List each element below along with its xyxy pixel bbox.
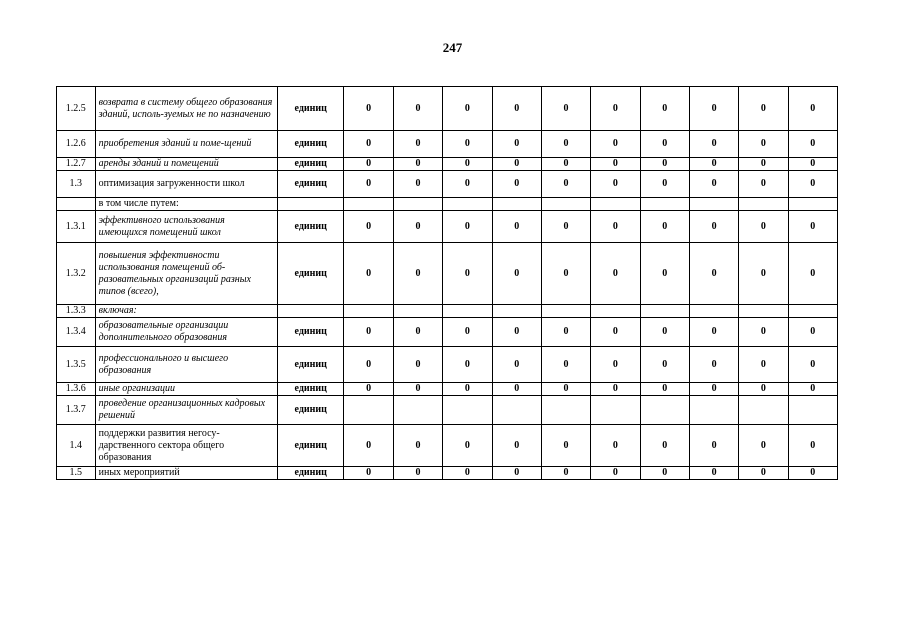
value-cell: 0	[443, 425, 492, 467]
value-cell: 0	[640, 243, 689, 305]
value-cell: 0	[739, 243, 788, 305]
table-row	[57, 198, 838, 211]
row-description: оптимизация загруженности школ	[95, 171, 277, 198]
value-cell: 0	[393, 467, 442, 480]
row-unit	[277, 305, 344, 318]
row-description: в том числе путем:	[95, 198, 277, 211]
row-code: 1.2.5	[57, 87, 96, 131]
value-cell: 0	[541, 383, 590, 396]
row-code: 1.3.3	[57, 305, 96, 318]
value-cell: 0	[492, 383, 541, 396]
value-cell: 0	[591, 318, 640, 347]
value-cell: 0	[689, 425, 738, 467]
row-unit: единиц	[277, 243, 344, 305]
value-cell: 0	[689, 87, 738, 131]
row-description: возврата в систему общего образования зданий, исполь-зуемых не по назначению	[95, 87, 277, 131]
value-cell	[739, 396, 788, 425]
value-cell: 0	[788, 171, 837, 198]
row-unit: единиц	[277, 158, 344, 171]
value-cell: 0	[591, 211, 640, 243]
row-description: профессионального и высшего образования	[95, 347, 277, 383]
value-cell: 0	[788, 347, 837, 383]
value-cell	[640, 396, 689, 425]
value-cell	[640, 198, 689, 211]
value-cell: 0	[344, 171, 393, 198]
value-cell: 0	[492, 87, 541, 131]
value-cell: 0	[591, 467, 640, 480]
value-cell: 0	[788, 467, 837, 480]
table-row	[57, 467, 838, 480]
value-cell: 0	[739, 383, 788, 396]
value-cell: 0	[591, 383, 640, 396]
row-description: образовательные организации дополнительного образования	[95, 318, 277, 347]
value-cell: 0	[591, 243, 640, 305]
row-description: поддержки развития негосу-дарственного сектора общего образования	[95, 425, 277, 467]
value-cell: 0	[443, 383, 492, 396]
row-code: 1.3.1	[57, 211, 96, 243]
value-cell: 0	[739, 131, 788, 158]
value-cell: 0	[393, 87, 442, 131]
value-cell: 0	[443, 318, 492, 347]
row-description: проведение организационных кадровых решений	[95, 396, 277, 425]
value-cell: 0	[393, 171, 442, 198]
value-cell: 0	[492, 243, 541, 305]
value-cell: 0	[443, 158, 492, 171]
value-cell: 0	[492, 158, 541, 171]
table-body	[57, 87, 838, 480]
value-cell: 0	[640, 347, 689, 383]
table-row	[57, 211, 838, 243]
value-cell: 0	[492, 347, 541, 383]
value-cell	[492, 305, 541, 318]
value-cell: 0	[541, 467, 590, 480]
value-cell: 0	[788, 158, 837, 171]
value-cell: 0	[640, 131, 689, 158]
value-cell	[591, 396, 640, 425]
value-cell: 0	[640, 211, 689, 243]
value-cell: 0	[591, 87, 640, 131]
value-cell: 0	[739, 347, 788, 383]
value-cell	[689, 396, 738, 425]
row-code: 1.2.7	[57, 158, 96, 171]
row-code: 1.3.2	[57, 243, 96, 305]
value-cell: 0	[393, 383, 442, 396]
table-row	[57, 87, 838, 131]
value-cell: 0	[591, 347, 640, 383]
value-cell	[591, 305, 640, 318]
value-cell: 0	[640, 87, 689, 131]
table-row	[57, 396, 838, 425]
value-cell	[788, 305, 837, 318]
row-code: 1.3	[57, 171, 96, 198]
value-cell: 0	[739, 87, 788, 131]
value-cell: 0	[344, 318, 393, 347]
row-unit: единиц	[277, 211, 344, 243]
value-cell	[492, 198, 541, 211]
value-cell: 0	[739, 158, 788, 171]
value-cell: 0	[640, 318, 689, 347]
table-row	[57, 158, 838, 171]
row-unit: единиц	[277, 171, 344, 198]
page-number: 247	[442, 40, 463, 55]
value-cell: 0	[788, 318, 837, 347]
data-table	[56, 86, 838, 480]
row-unit	[277, 198, 344, 211]
row-code: 1.3.7	[57, 396, 96, 425]
value-cell: 0	[689, 211, 738, 243]
value-cell: 0	[443, 131, 492, 158]
value-cell	[788, 396, 837, 425]
value-cell	[344, 305, 393, 318]
value-cell: 0	[492, 318, 541, 347]
value-cell: 0	[492, 131, 541, 158]
value-cell	[443, 305, 492, 318]
value-cell: 0	[788, 383, 837, 396]
value-cell: 0	[640, 425, 689, 467]
row-code: 1.5	[57, 467, 96, 480]
value-cell	[443, 198, 492, 211]
value-cell: 0	[393, 131, 442, 158]
table-row	[57, 305, 838, 318]
value-cell: 0	[443, 171, 492, 198]
row-description: включая:	[95, 305, 277, 318]
row-unit: единиц	[277, 131, 344, 158]
row-code: 1.3.4	[57, 318, 96, 347]
value-cell: 0	[344, 211, 393, 243]
value-cell: 0	[689, 467, 738, 480]
row-description: приобретения зданий и поме-щений	[95, 131, 277, 158]
value-cell: 0	[344, 131, 393, 158]
value-cell: 0	[591, 425, 640, 467]
value-cell: 0	[492, 467, 541, 480]
value-cell	[689, 305, 738, 318]
value-cell: 0	[443, 347, 492, 383]
value-cell: 0	[541, 347, 590, 383]
table-row	[57, 318, 838, 347]
table-row	[57, 243, 838, 305]
value-cell: 0	[640, 383, 689, 396]
value-cell: 0	[689, 347, 738, 383]
value-cell: 0	[344, 347, 393, 383]
value-cell: 0	[591, 158, 640, 171]
value-cell: 0	[739, 318, 788, 347]
value-cell: 0	[443, 211, 492, 243]
value-cell: 0	[640, 171, 689, 198]
value-cell	[393, 198, 442, 211]
row-code: 1.2.6	[57, 131, 96, 158]
value-cell: 0	[344, 243, 393, 305]
value-cell: 0	[591, 171, 640, 198]
value-cell: 0	[739, 211, 788, 243]
row-unit: единиц	[277, 467, 344, 480]
value-cell: 0	[443, 467, 492, 480]
value-cell: 0	[591, 131, 640, 158]
row-code: 1.4	[57, 425, 96, 467]
value-cell	[739, 305, 788, 318]
value-cell: 0	[739, 467, 788, 480]
value-cell: 0	[689, 318, 738, 347]
value-cell: 0	[689, 131, 738, 158]
value-cell: 0	[541, 243, 590, 305]
value-cell	[393, 305, 442, 318]
value-cell	[640, 305, 689, 318]
value-cell	[739, 198, 788, 211]
row-code: 1.3.6	[57, 383, 96, 396]
value-cell: 0	[541, 87, 590, 131]
row-description: аренды зданий и помещений	[95, 158, 277, 171]
value-cell	[344, 198, 393, 211]
value-cell: 0	[492, 171, 541, 198]
value-cell: 0	[541, 131, 590, 158]
value-cell	[541, 396, 590, 425]
value-cell: 0	[393, 425, 442, 467]
value-cell: 0	[541, 171, 590, 198]
value-cell: 0	[492, 425, 541, 467]
row-unit: единиц	[277, 383, 344, 396]
value-cell: 0	[541, 158, 590, 171]
value-cell: 0	[788, 131, 837, 158]
value-cell: 0	[344, 425, 393, 467]
value-cell: 0	[788, 243, 837, 305]
value-cell	[393, 396, 442, 425]
value-cell	[541, 305, 590, 318]
row-description: повышения эффективности использования помещений об-разовательных организаций разных типов (всего),	[95, 243, 277, 305]
value-cell: 0	[640, 467, 689, 480]
value-cell: 0	[541, 425, 590, 467]
value-cell: 0	[640, 158, 689, 171]
value-cell: 0	[689, 158, 738, 171]
value-cell: 0	[393, 318, 442, 347]
table-row	[57, 131, 838, 158]
table-row	[57, 425, 838, 467]
table-row	[57, 171, 838, 198]
row-unit: единиц	[277, 425, 344, 467]
row-unit: единиц	[277, 396, 344, 425]
value-cell: 0	[788, 87, 837, 131]
row-description: иных мероприятий	[95, 467, 277, 480]
value-cell: 0	[541, 211, 590, 243]
row-unit: единиц	[277, 318, 344, 347]
table-row	[57, 347, 838, 383]
value-cell: 0	[739, 171, 788, 198]
value-cell: 0	[541, 318, 590, 347]
row-unit: единиц	[277, 87, 344, 131]
value-cell: 0	[393, 243, 442, 305]
value-cell: 0	[344, 467, 393, 480]
value-cell: 0	[689, 383, 738, 396]
value-cell: 0	[344, 383, 393, 396]
value-cell	[443, 396, 492, 425]
value-cell: 0	[492, 211, 541, 243]
value-cell: 0	[443, 87, 492, 131]
value-cell	[788, 198, 837, 211]
value-cell: 0	[739, 425, 788, 467]
value-cell: 0	[393, 158, 442, 171]
value-cell: 0	[393, 347, 442, 383]
value-cell	[344, 396, 393, 425]
value-cell: 0	[344, 158, 393, 171]
value-cell: 0	[443, 243, 492, 305]
row-description: иные организации	[95, 383, 277, 396]
row-code: 1.3.5	[57, 347, 96, 383]
row-code	[57, 198, 96, 211]
row-unit: единиц	[277, 347, 344, 383]
value-cell: 0	[788, 425, 837, 467]
value-cell	[541, 198, 590, 211]
value-cell	[492, 396, 541, 425]
value-cell: 0	[788, 211, 837, 243]
value-cell: 0	[393, 211, 442, 243]
value-cell: 0	[689, 171, 738, 198]
value-cell	[689, 198, 738, 211]
table-row	[57, 383, 838, 396]
value-cell: 0	[344, 87, 393, 131]
value-cell	[591, 198, 640, 211]
row-description: эффективного использования имеющихся помещений школ	[95, 211, 277, 243]
value-cell: 0	[689, 243, 738, 305]
